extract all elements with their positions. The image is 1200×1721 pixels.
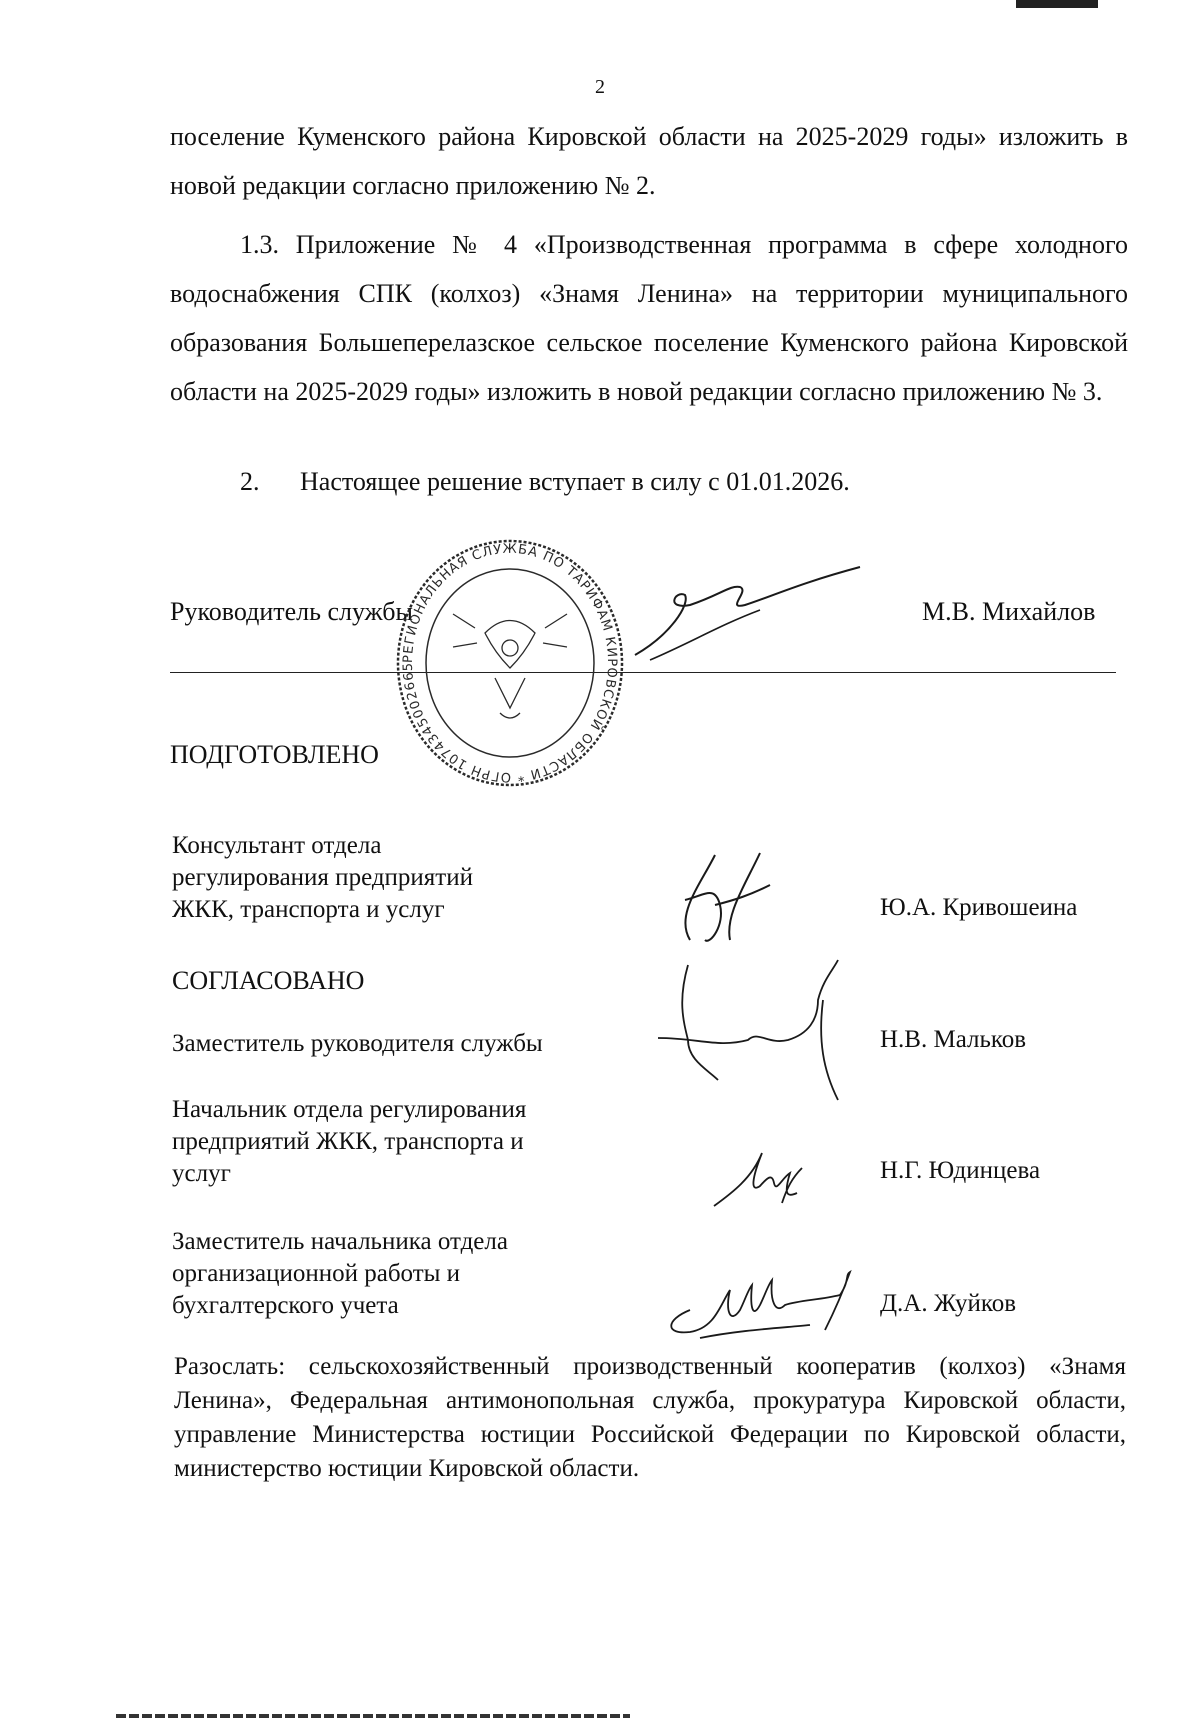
agreed-heading: СОГЛАСОВАНО: [172, 966, 365, 995]
agreed-signer-3-name: Д.А. Жуйков: [880, 1290, 1017, 1317]
scan-mark: [1016, 0, 1098, 8]
prepared-name: Ю.А. Кривошеина: [880, 894, 1078, 921]
agreed-signer-1-signature-icon: [658, 960, 868, 1100]
stamp-text: РЕГИОНАЛЬНАЯ СЛУЖБА ПО ТАРИФАМ КИРОВСКОЙ ОБЛАСТИ * ОГРН 1074345002665: [400, 541, 620, 785]
agreed-position-line: услуг: [172, 1160, 231, 1187]
official-stamp: [395, 538, 625, 788]
head-name: М.В. Михайлов: [922, 597, 1096, 626]
agreed-signer-2-position: [172, 1094, 526, 1190]
agreed-signer-3-position: [172, 1226, 508, 1322]
distribution-list: Разослать: сельскохозяйственный производственный кооператив (колхоз) «Знамя Ленина», Федеральная антимонопольная служба, прокуратура Кировской области, управление Министерства юстиции Российской Федерации по Кировской области, министерство юстиции Кировской области.: [174, 1353, 1126, 1482]
agreed-position-line: предприятий ЖКК, транспорта и: [172, 1128, 524, 1155]
agreed-position-line: Заместитель начальника отдела: [172, 1228, 508, 1255]
paragraph-item-2: [240, 467, 850, 497]
paragraph-item-1-3: 1.3. Приложение № 4 «Производственная программа в сфере холодного водоснабжения СПК (колхоз) «Знамя Ленина» на территории муниципального образования Большеперелазское сельское поселение Куменского района Кировской области на 2025-2029 годы» изложить в новой редакции согласно приложению № 3.: [170, 230, 1128, 406]
item-2-text: Настоящее решение вступает в силу с 01.01.2026.: [300, 467, 850, 496]
svg-text:РЕГИОНАЛЬНАЯ СЛУЖБА ПО ТАРИФАМ: [401, 542, 619, 784]
head-signature-icon: [630, 565, 870, 665]
item-2-number: 2.: [240, 467, 260, 496]
paragraph-continuation: поселение Куменского района Кировской области на 2025-2029 годы» изложить в новой редакции согласно приложению № 2.: [170, 122, 1128, 200]
agreed-signer-1-position: [172, 1028, 543, 1060]
agreed-position-line: организационной работы и: [172, 1260, 461, 1287]
agreed-signer-1-name: Н.В. Мальков: [880, 1026, 1027, 1053]
prepared-position-line: ЖКК, транспорта и услуг: [172, 896, 445, 923]
scan-edge-mark: [116, 1714, 630, 1718]
page-number: 2: [595, 76, 605, 98]
agreed-position-line: Заместитель руководителя службы: [172, 1030, 543, 1057]
prepared-heading: ПОДГОТОВЛЕНО: [170, 740, 379, 769]
agreed-signer-2-signature-icon: [712, 1148, 812, 1208]
agreed-signer-2-name: Н.Г. Юдинцева: [880, 1157, 1041, 1184]
agreed-position-line: бухгалтерского учета: [172, 1292, 399, 1319]
agreed-signer-3-signature-icon: [660, 1270, 860, 1350]
prepared-position-line: Консультант отдела: [172, 832, 382, 859]
head-position: Руководитель службы: [170, 597, 413, 626]
prepared-signature-icon: [670, 845, 790, 955]
prepared-position: [172, 830, 473, 926]
signature-rule: [170, 672, 1116, 673]
emblem-icon: [453, 614, 567, 718]
prepared-position-line: регулирования предприятий: [172, 864, 473, 891]
agreed-position-line: Начальник отдела регулирования: [172, 1096, 527, 1123]
